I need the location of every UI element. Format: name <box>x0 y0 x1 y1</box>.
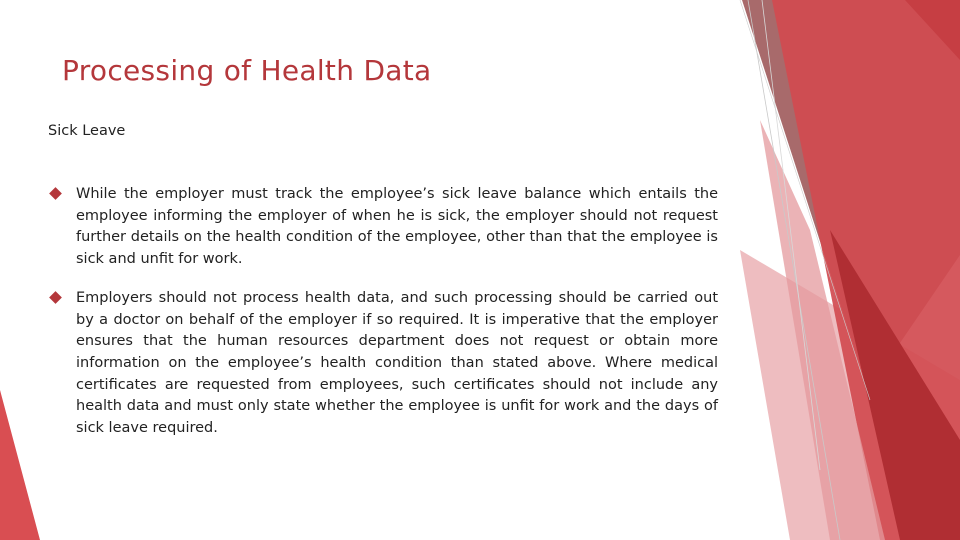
bullet-text: While the employer must track the employee’s sick leave balance which entails the employee informing the employer of when he is sick, the employer should not request further details on the health condition of the employee, other than that the employee is sick and unfit for work. <box>76 186 718 268</box>
left-decor-shape <box>0 390 40 540</box>
diamond-bullet-icon <box>49 291 62 304</box>
bullet-item <box>48 288 718 440</box>
slide-title: Processing of Health Data <box>62 54 432 87</box>
bullet-text: Employers should not process health data, and such processing should be carried out by a doctor on behalf of the employer if so required. It is imperative that the employer ensures that the human resources department does not request or obtain more information on the employee’s health condition than stated above. Where medical certificates are requested from employees, such certificates should not include any health data and must only state whether the employee is unfit for work and the days of sick leave required. <box>76 289 718 437</box>
bullet-item <box>48 184 718 271</box>
bullet-list <box>48 184 718 457</box>
slide-subtitle: Sick Leave <box>48 123 126 139</box>
diamond-bullet-icon <box>49 187 62 200</box>
